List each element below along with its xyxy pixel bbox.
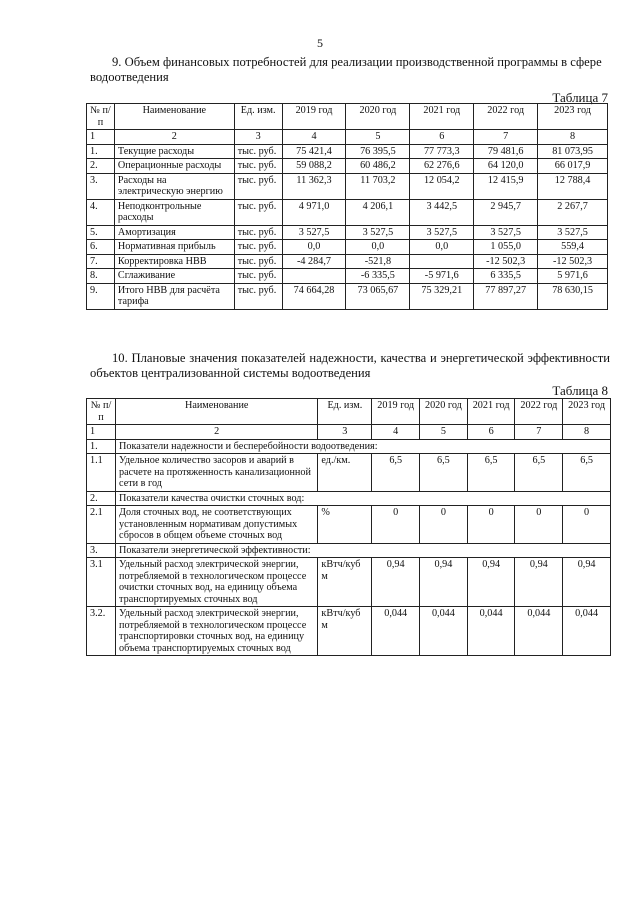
row-value: 4 206,1 [346, 199, 410, 225]
column-header: 2022 год [474, 104, 538, 130]
column-header: Наименование [116, 399, 318, 425]
row-name: Операционные расходы [114, 159, 234, 174]
row-number: 8. [87, 269, 115, 284]
row-value: 0,94 [563, 558, 611, 607]
page-number: 5 [317, 36, 323, 50]
column-header: 2023 год [563, 399, 611, 425]
column-header: 2020 год [420, 399, 468, 425]
section-title: Показатели надежности и бесперебойности водоотведения: [116, 439, 611, 454]
table-row [87, 269, 608, 284]
row-value: 5 971,6 [538, 269, 608, 284]
row-value: 6,5 [515, 454, 563, 492]
column-number: 2 [114, 130, 234, 145]
row-value: 6,5 [563, 454, 611, 492]
row-value: 2 267,7 [538, 199, 608, 225]
row-value: 78 630,15 [538, 283, 608, 309]
row-number: 2. [87, 159, 115, 174]
row-value: 0,94 [467, 558, 515, 607]
row-value: 0,044 [515, 607, 563, 656]
row-unit: тыс. руб. [234, 269, 282, 284]
row-number: 3. [87, 173, 115, 199]
row-value: 75 329,21 [410, 283, 474, 309]
row-name: Текущие расходы [114, 144, 234, 159]
row-value: 6,5 [420, 454, 468, 492]
row-name: Итого НВВ для расчёта тарифа [114, 283, 234, 309]
section-row [87, 491, 611, 506]
row-name: Доля сточных вод, не соответствующих установленным нормативам допустимых сбросов в общем объеме сточных вод [116, 506, 318, 544]
header-row [87, 104, 608, 130]
row-value: 0,044 [372, 607, 420, 656]
row-value: 75 421,4 [282, 144, 346, 159]
row-number: 3.2. [87, 607, 116, 656]
column-header: Ед. изм. [318, 399, 372, 425]
indicators-table [86, 398, 611, 656]
financial-needs-table [86, 103, 608, 310]
column-header: 2020 год [346, 104, 410, 130]
section-number: 3. [87, 543, 116, 558]
row-value: 6 335,5 [474, 269, 538, 284]
table-row [87, 199, 608, 225]
table-row [87, 173, 608, 199]
row-name: Сглаживание [114, 269, 234, 284]
table-8-header [87, 399, 611, 440]
section-10-heading: 10. Плановые значения показателей надежности, качества и энергетической эффективности объектов централизованной системы водоотведения [90, 351, 610, 380]
row-value: 0,0 [282, 240, 346, 255]
section-9-heading: 9. Объем финансовых потребностей для реализации производственной программы в сфере водоотведения [90, 55, 602, 84]
table-7-caption: Таблица 7 [552, 90, 608, 105]
column-number: 2 [116, 425, 318, 440]
row-value: 1 055,0 [474, 240, 538, 255]
table-row [87, 283, 608, 309]
row-value: 76 395,5 [346, 144, 410, 159]
row-value: 3 527,5 [346, 225, 410, 240]
column-number: 1 [87, 130, 115, 145]
column-header: № п/п [87, 104, 115, 130]
column-number: 1 [87, 425, 116, 440]
section-row [87, 543, 611, 558]
column-header: № п/п [87, 399, 116, 425]
table-8-caption: Таблица 8 [552, 383, 608, 398]
table-row [87, 607, 611, 656]
row-value: 81 073,95 [538, 144, 608, 159]
row-value: 79 481,6 [474, 144, 538, 159]
column-header: Наименование [114, 104, 234, 130]
row-value: 0,044 [467, 607, 515, 656]
row-value: 59 088,2 [282, 159, 346, 174]
row-unit: тыс. руб. [234, 159, 282, 174]
row-name: Удельный расход электрической энергии, потребляемой в технологическом процессе транспортировки сточных вод, на единицу объема транспортируемых сточных вод [116, 607, 318, 656]
row-value: 4 971,0 [282, 199, 346, 225]
row-value: 0,94 [515, 558, 563, 607]
row-value: 12 415,9 [474, 173, 538, 199]
row-value: -12 502,3 [538, 254, 608, 269]
row-value: 74 664,28 [282, 283, 346, 309]
table-row [87, 159, 608, 174]
row-unit: тыс. руб. [234, 144, 282, 159]
row-unit: тыс. руб. [234, 283, 282, 309]
section-row [87, 439, 611, 454]
column-header: 2019 год [372, 399, 420, 425]
column-header: 2022 год [515, 399, 563, 425]
row-number: 3.1 [87, 558, 116, 607]
table-row [87, 144, 608, 159]
column-number: 8 [538, 130, 608, 145]
row-number: 1. [87, 144, 115, 159]
row-value: 0,0 [346, 240, 410, 255]
row-value: 77 773,3 [410, 144, 474, 159]
row-value: -6 335,5 [346, 269, 410, 284]
row-name: Нормативная прибыль [114, 240, 234, 255]
table-row [87, 454, 611, 492]
column-header: 2023 год [538, 104, 608, 130]
row-value: 3 527,5 [410, 225, 474, 240]
row-value: 559,4 [538, 240, 608, 255]
table-row [87, 506, 611, 544]
table-row [87, 240, 608, 255]
header-row [87, 399, 611, 425]
row-value: 0,044 [563, 607, 611, 656]
column-number: 7 [515, 425, 563, 440]
column-number-row [87, 130, 608, 145]
row-value: 11 703,2 [346, 173, 410, 199]
row-number: 9. [87, 283, 115, 309]
column-number-row [87, 425, 611, 440]
row-value: 12 788,4 [538, 173, 608, 199]
row-value: 3 527,5 [538, 225, 608, 240]
row-value: 12 054,2 [410, 173, 474, 199]
section-title: Показатели энергетической эффективности: [116, 543, 611, 558]
row-unit: кВтч/куб м [318, 607, 372, 656]
table-row [87, 225, 608, 240]
row-name: Неподконтрольные расходы [114, 199, 234, 225]
column-header: 2021 год [467, 399, 515, 425]
row-unit: кВтч/куб м [318, 558, 372, 607]
section-title: Показатели качества очистки сточных вод: [116, 491, 611, 506]
column-number: 7 [474, 130, 538, 145]
row-value: -521,8 [346, 254, 410, 269]
section-number: 1. [87, 439, 116, 454]
row-unit: тыс. руб. [234, 199, 282, 225]
row-number: 1.1 [87, 454, 116, 492]
row-value: 0 [372, 506, 420, 544]
row-name: Удельное количество засоров и аварий в расчете на протяженность канализационной сети в год [116, 454, 318, 492]
row-value: 64 120,0 [474, 159, 538, 174]
row-value: 0,0 [410, 240, 474, 255]
row-value: 0,94 [420, 558, 468, 607]
column-number: 5 [420, 425, 468, 440]
row-value: 6,5 [372, 454, 420, 492]
row-number: 6. [87, 240, 115, 255]
row-value: 0 [420, 506, 468, 544]
row-unit: тыс. руб. [234, 225, 282, 240]
row-value: 11 362,3 [282, 173, 346, 199]
row-value: -4 284,7 [282, 254, 346, 269]
row-name: Расходы на электрическую энергию [114, 173, 234, 199]
column-number: 6 [410, 130, 474, 145]
row-value: -5 971,6 [410, 269, 474, 284]
row-value: 0 [563, 506, 611, 544]
table-row [87, 254, 608, 269]
table-8-body [87, 439, 611, 656]
column-header: Ед. изм. [234, 104, 282, 130]
row-value: 73 065,67 [346, 283, 410, 309]
row-unit: ед./км. [318, 454, 372, 492]
row-value: 3 527,5 [282, 225, 346, 240]
row-value: 6,5 [467, 454, 515, 492]
column-number: 4 [372, 425, 420, 440]
table-row [87, 558, 611, 607]
row-number: 5. [87, 225, 115, 240]
row-value: 0 [515, 506, 563, 544]
row-number: 4. [87, 199, 115, 225]
row-value: 3 442,5 [410, 199, 474, 225]
row-number: 7. [87, 254, 115, 269]
row-name: Корректировка НВВ [114, 254, 234, 269]
row-name: Удельный расход электрической энергии, потребляемой в технологическом процессе очистки сточных вод, на единицу объема транспортируемых сточных вод [116, 558, 318, 607]
column-header: 2021 год [410, 104, 474, 130]
row-value: -12 502,3 [474, 254, 538, 269]
row-number: 2.1 [87, 506, 116, 544]
row-value: 2 945,7 [474, 199, 538, 225]
column-number: 3 [318, 425, 372, 440]
row-value: 66 017,9 [538, 159, 608, 174]
row-unit: тыс. руб. [234, 173, 282, 199]
row-unit: тыс. руб. [234, 254, 282, 269]
row-unit: тыс. руб. [234, 240, 282, 255]
row-value [410, 254, 474, 269]
section-number: 2. [87, 491, 116, 506]
row-value: 0,044 [420, 607, 468, 656]
table-7-body [87, 144, 608, 309]
column-number: 3 [234, 130, 282, 145]
row-unit: % [318, 506, 372, 544]
row-name: Амортизация [114, 225, 234, 240]
column-number: 4 [282, 130, 346, 145]
row-value: 0,94 [372, 558, 420, 607]
row-value [282, 269, 346, 284]
row-value: 62 276,6 [410, 159, 474, 174]
row-value: 77 897,27 [474, 283, 538, 309]
row-value: 60 486,2 [346, 159, 410, 174]
column-number: 6 [467, 425, 515, 440]
column-header: 2019 год [282, 104, 346, 130]
column-number: 8 [563, 425, 611, 440]
column-number: 5 [346, 130, 410, 145]
table-7-header [87, 104, 608, 145]
row-value: 0 [467, 506, 515, 544]
row-value: 3 527,5 [474, 225, 538, 240]
